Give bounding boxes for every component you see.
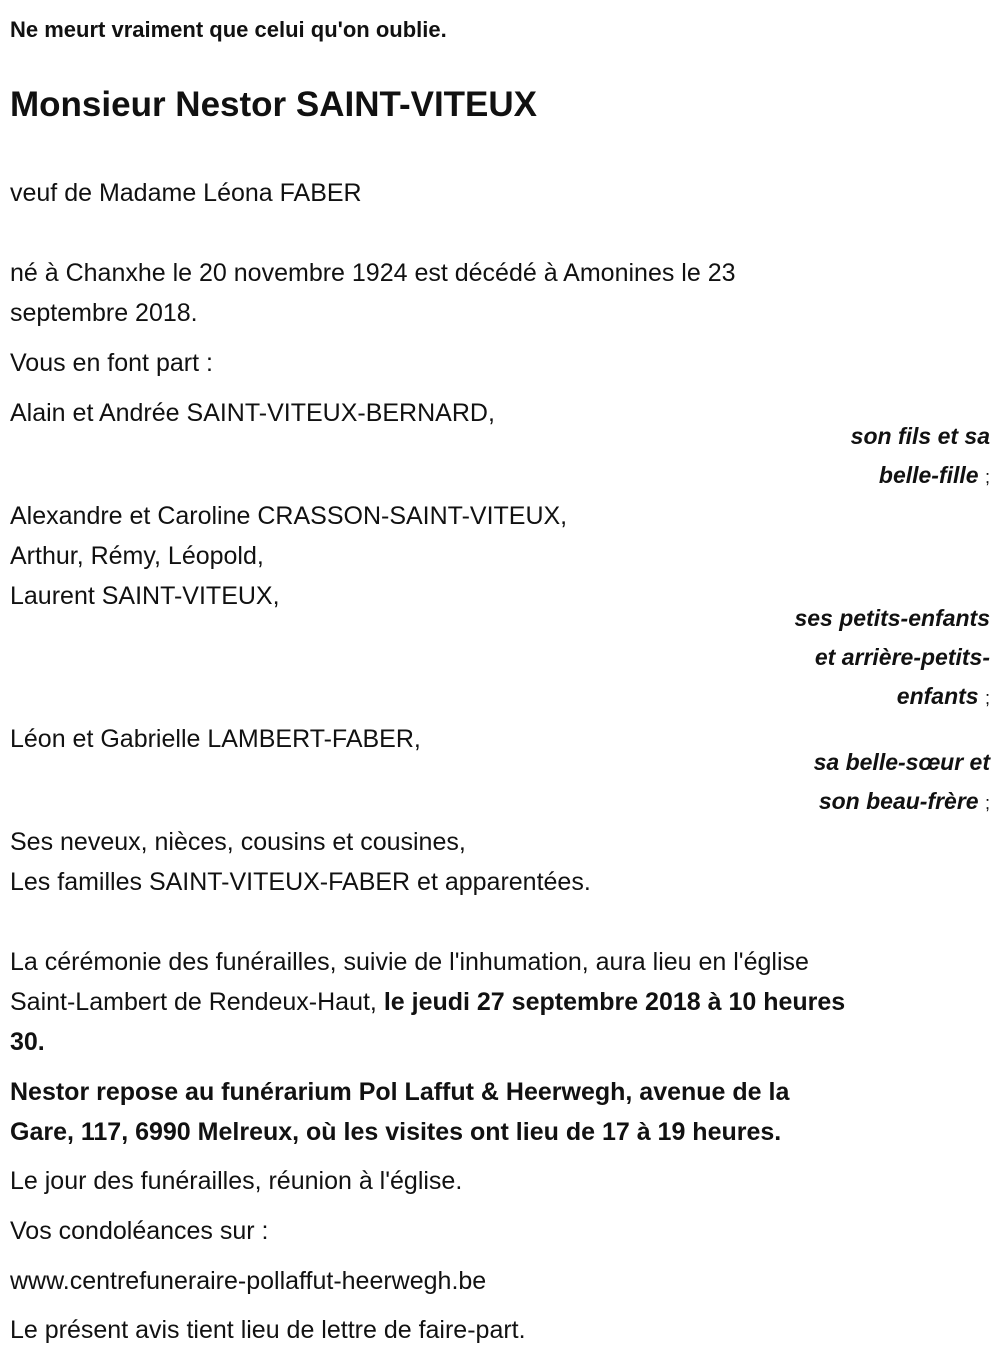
son-names: Alain et Andrée SAINT-VITEUX-BERNARD, <box>10 399 495 427</box>
son-relation <box>730 417 990 497</box>
grandchildren-line: Laurent SAINT-VITEUX, <box>10 582 280 610</box>
condolences-link[interactable]: www.centrefuneraire-pollaffut-heerwegh.be <box>10 1267 487 1295</box>
gathering: Le jour des funérailles, réunion à l'église. <box>10 1167 463 1195</box>
epigraph: Ne meurt vraiment que celui qu'on oublie. <box>10 17 447 42</box>
ceremony-place: Saint-Lambert de Rendeux-Haut, <box>10 988 384 1016</box>
relation-line: enfants <box>896 683 979 709</box>
condolences-label: Vos condoléances sur : <box>10 1217 269 1245</box>
relation-line: son fils et sa <box>850 423 990 449</box>
grandchildren-relation <box>730 599 990 718</box>
rest-line-1: Nestor repose au funérarium Pol Laffut & Heerwegh, avenue de la <box>10 1078 790 1106</box>
ceremony-line-2 <box>10 982 845 1022</box>
others-line: Ses neveux, nièces, cousins et cousines, <box>10 828 466 856</box>
relation-line: son beau-frère <box>818 788 979 814</box>
separator: ; <box>984 467 990 487</box>
announcement: Vous en font part : <box>10 349 213 377</box>
page-title: Monsieur Nestor SAINT-VITEUX <box>10 85 538 124</box>
ceremony-line-3: 30. <box>10 1028 45 1056</box>
grandchildren-line: Alexandre et Caroline CRASSON-SAINT-VITEUX, <box>10 502 568 530</box>
relation-line: ses petits-enfants <box>794 605 990 631</box>
closing: Le présent avis tient lieu de lettre de faire-part. <box>10 1316 526 1344</box>
grandchildren-line: Arthur, Rémy, Léopold, <box>10 542 264 570</box>
separator: ; <box>984 793 990 813</box>
relation-line: sa belle-sœur et <box>813 749 990 775</box>
separator: ; <box>984 688 990 708</box>
birth-death-line-1: né à Chanxhe le 20 novembre 1924 est décédé à Amonines le 23 <box>10 259 736 287</box>
rest-line-2: Gare, 117, 6990 Melreux, où les visites ont lieu de 17 à 19 heures. <box>10 1118 782 1146</box>
widower-line: veuf de Madame Léona FABER <box>10 179 362 207</box>
others-line: Les familles SAINT-VITEUX-FABER et apparentées. <box>10 868 591 896</box>
ceremony-line-1: La cérémonie des funérailles, suivie de l'inhumation, aura lieu en l'église <box>10 948 809 976</box>
inlaws-relation <box>730 743 990 823</box>
ceremony-date: le jeudi 27 septembre 2018 à 10 heures <box>383 988 846 1016</box>
relation-line: belle-fille <box>878 462 979 488</box>
inlaws-names: Léon et Gabrielle LAMBERT-FABER, <box>10 725 421 753</box>
relation-line: et arrière-petits- <box>814 644 990 670</box>
birth-death-line-2: septembre 2018. <box>10 299 198 327</box>
